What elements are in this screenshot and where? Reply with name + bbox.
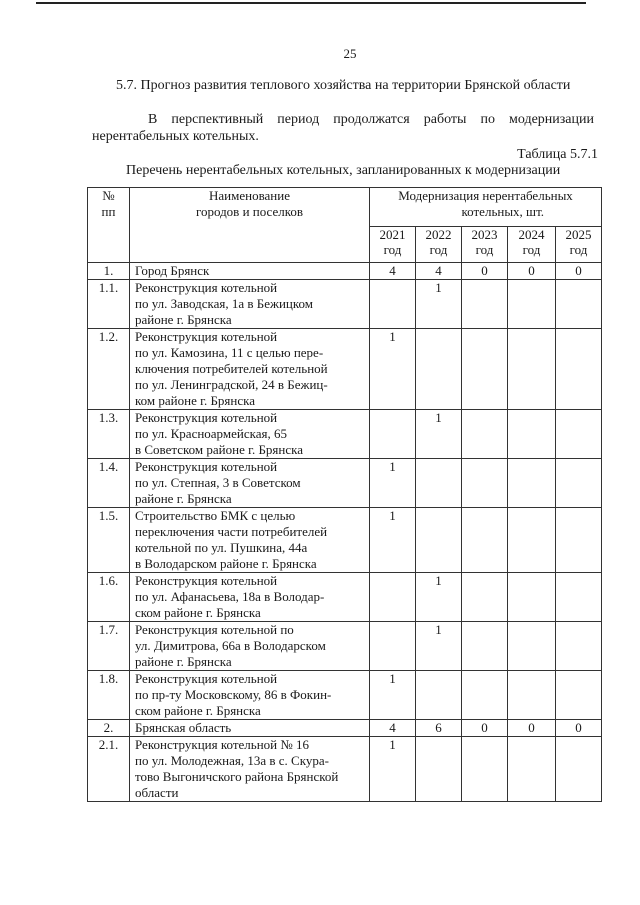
row-value-2021: 4	[370, 720, 416, 737]
row-number: 1.1.	[88, 280, 130, 329]
row-value-2023	[462, 459, 508, 508]
row-value-2024	[508, 573, 556, 622]
row-number: 2.1.	[88, 737, 130, 802]
row-value-2021	[370, 410, 416, 459]
row-name-line: Реконструкция котельной	[135, 573, 278, 588]
table-label: Таблица 5.7.1	[517, 147, 598, 162]
row-value-2025	[556, 280, 602, 329]
row-name	[130, 410, 370, 459]
row-value-2024	[508, 329, 556, 410]
row-value-2022: 1	[416, 280, 462, 329]
row-value-2021: 1	[370, 508, 416, 573]
row-name	[130, 622, 370, 671]
row-value-2025	[556, 459, 602, 508]
row-value-2024	[508, 622, 556, 671]
row-number: 1.2.	[88, 329, 130, 410]
row-value-2025	[556, 671, 602, 720]
row-value-2025: 0	[556, 720, 602, 737]
table-row	[88, 410, 602, 459]
row-value-2024	[508, 508, 556, 573]
header-year-2024: 2024 год	[508, 227, 556, 263]
table-row	[88, 329, 602, 410]
row-name-line: по ул. Афанасьева, 18а в Володар-	[135, 589, 325, 604]
row-value-2024	[508, 459, 556, 508]
row-value-2022: 1	[416, 622, 462, 671]
row-name	[130, 737, 370, 802]
row-name-line: тово Выгоничского района Брянской	[135, 769, 339, 784]
row-name-line: Реконструкция котельной	[135, 671, 278, 686]
row-number: 1.	[88, 263, 130, 280]
row-name-line: районе г. Брянска	[135, 312, 232, 327]
row-value-2023	[462, 622, 508, 671]
row-name	[130, 671, 370, 720]
header-year-2023: 2023 год	[462, 227, 508, 263]
header-year-2021: 2021 год	[370, 227, 416, 263]
row-value-2022	[416, 329, 462, 410]
table-row	[88, 573, 602, 622]
row-name-line: в Володарском районе г. Брянска	[135, 556, 317, 571]
row-name-line: котельной по ул. Пушкина, 44а	[135, 540, 308, 555]
row-number: 2.	[88, 720, 130, 737]
table-caption: Перечень нерентабельных котельных, запланированных к модернизации	[126, 163, 561, 178]
table-row	[88, 459, 602, 508]
row-name-line: Строительство БМК с целью	[135, 508, 296, 523]
boilers-table	[87, 187, 602, 802]
table-body	[88, 263, 602, 802]
row-value-2021: 1	[370, 737, 416, 802]
row-value-2021: 4	[370, 263, 416, 280]
table-header	[88, 188, 602, 263]
row-name	[130, 459, 370, 508]
table-row	[88, 671, 602, 720]
row-value-2022	[416, 508, 462, 573]
row-value-2024	[508, 737, 556, 802]
row-name-line: районе г. Брянска	[135, 491, 232, 506]
row-value-2024	[508, 671, 556, 720]
row-value-2021: 1	[370, 459, 416, 508]
row-name-line: ском районе г. Брянска	[135, 605, 261, 620]
row-value-2021	[370, 573, 416, 622]
row-name	[130, 329, 370, 410]
row-name-line: Брянская область	[135, 720, 232, 735]
row-name-line: районе г. Брянска	[135, 654, 232, 669]
row-name-line: ком районе г. Брянска	[135, 393, 256, 408]
header-year-2022: 2022 год	[416, 227, 462, 263]
header-num-line-2: пп	[101, 204, 116, 219]
header-name-line-1: Наименование	[209, 188, 290, 203]
row-name-line: Реконструкция котельной	[135, 459, 278, 474]
row-value-2022	[416, 737, 462, 802]
row-value-2025	[556, 622, 602, 671]
row-name-line: по ул. Ленинградской, 24 в Бежиц-	[135, 377, 328, 392]
table-row	[88, 737, 602, 802]
row-value-2025	[556, 410, 602, 459]
row-value-2025	[556, 508, 602, 573]
header-num-line-1: №	[102, 188, 115, 203]
header-mod-line-1: Модернизация нерентабельных	[398, 188, 573, 203]
row-name	[130, 263, 370, 280]
intro-paragraph	[92, 111, 594, 145]
intro-line-2: нерентабельных котельных.	[92, 129, 259, 144]
intro-line-1: В перспективный период продолжатся работы по модернизации	[148, 112, 594, 127]
row-value-2024	[508, 280, 556, 329]
row-name-line: ском районе г. Брянска	[135, 703, 261, 718]
row-number: 1.3.	[88, 410, 130, 459]
section-title: 5.7. Прогноз развития теплового хозяйства на территории Брянской области	[116, 78, 571, 93]
row-value-2023: 0	[462, 720, 508, 737]
table-row	[88, 720, 602, 737]
row-value-2025	[556, 573, 602, 622]
row-name-line: ул. Димитрова, 66а в Володарском	[135, 638, 326, 653]
row-value-2022: 6	[416, 720, 462, 737]
scan-edge-line	[36, 2, 586, 4]
row-value-2025	[556, 737, 602, 802]
row-value-2023	[462, 508, 508, 573]
row-name-line: по ул. Молодежная, 13а в с. Скура-	[135, 753, 329, 768]
row-number: 1.5.	[88, 508, 130, 573]
header-mod-line-2: котельных, шт.	[461, 204, 545, 219]
row-value-2021: 1	[370, 329, 416, 410]
table-row	[88, 622, 602, 671]
table-row	[88, 280, 602, 329]
row-value-2024: 0	[508, 263, 556, 280]
header-year-2025: 2025 год	[556, 227, 602, 263]
row-number: 1.4.	[88, 459, 130, 508]
row-name-line: области	[135, 785, 179, 800]
row-value-2025: 0	[556, 263, 602, 280]
row-name-line: Реконструкция котельной	[135, 280, 278, 295]
row-name-line: по ул. Красноармейская, 65	[135, 426, 287, 441]
row-number: 1.6.	[88, 573, 130, 622]
row-name	[130, 280, 370, 329]
row-value-2021	[370, 280, 416, 329]
row-name-line: Реконструкция котельной по	[135, 622, 294, 637]
row-name	[130, 573, 370, 622]
row-value-2022	[416, 459, 462, 508]
row-name	[130, 720, 370, 737]
header-modernization	[370, 188, 602, 227]
row-name-line: Реконструкция котельной	[135, 329, 278, 344]
page-number: 25	[343, 46, 357, 61]
row-name-line: Реконструкция котельной	[135, 410, 278, 425]
row-value-2022: 1	[416, 573, 462, 622]
row-value-2023	[462, 280, 508, 329]
row-number: 1.7.	[88, 622, 130, 671]
table-row	[88, 263, 602, 280]
row-value-2023	[462, 671, 508, 720]
row-value-2025	[556, 329, 602, 410]
row-value-2023: 0	[462, 263, 508, 280]
row-name-line: Реконструкция котельной № 16	[135, 737, 310, 752]
row-value-2024: 0	[508, 720, 556, 737]
row-name-line: по ул. Камозина, 11 с целью пере-	[135, 345, 324, 360]
row-value-2021	[370, 622, 416, 671]
row-name	[130, 508, 370, 573]
row-value-2023	[462, 573, 508, 622]
row-value-2022: 4	[416, 263, 462, 280]
row-name-line: по ул. Заводская, 1а в Бежицком	[135, 296, 314, 311]
row-value-2023	[462, 329, 508, 410]
row-value-2023	[462, 410, 508, 459]
row-value-2023	[462, 737, 508, 802]
header-name	[130, 188, 370, 263]
row-value-2021: 1	[370, 671, 416, 720]
row-value-2024	[508, 410, 556, 459]
row-value-2022	[416, 671, 462, 720]
row-name-line: по ул. Степная, 3 в Советском	[135, 475, 301, 490]
table-row	[88, 508, 602, 573]
row-name-line: ключения потребителей котельной	[135, 361, 328, 376]
row-name-line: в Советском районе г. Брянска	[135, 442, 304, 457]
row-name-line: по пр-ту Московскому, 86 в Фокин-	[135, 687, 332, 702]
row-number: 1.8.	[88, 671, 130, 720]
row-name-line: Город Брянск	[135, 263, 210, 278]
header-num	[88, 188, 130, 263]
header-name-line-2: городов и поселков	[195, 204, 304, 219]
row-value-2022: 1	[416, 410, 462, 459]
row-name-line: переключения части потребителей	[135, 524, 328, 539]
